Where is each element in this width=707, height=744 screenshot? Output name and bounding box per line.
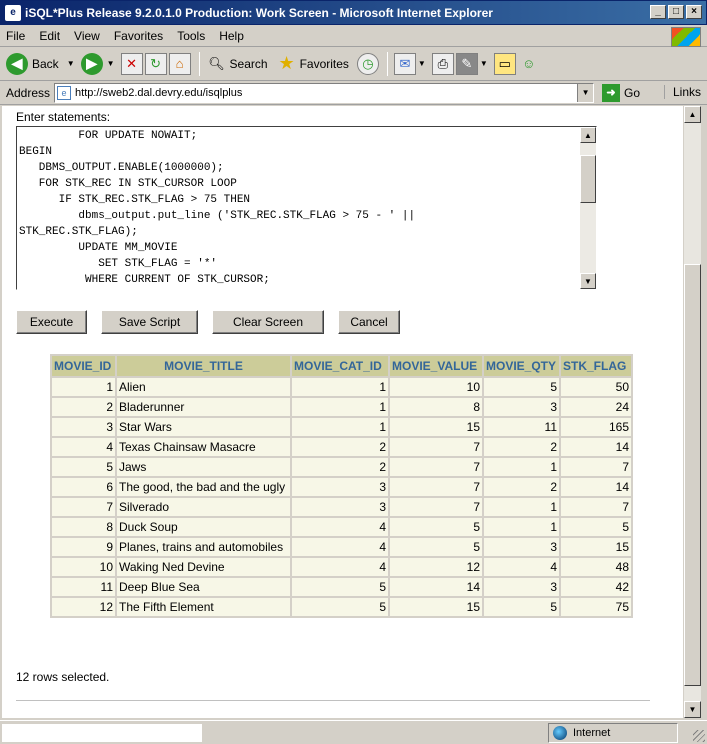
search-label: Search [229, 56, 268, 71]
table-cell-stk-flag: 7 [561, 498, 631, 516]
menu-view[interactable]: View [74, 28, 100, 43]
results-table [50, 354, 633, 618]
cancel-button[interactable]: Cancel [338, 310, 400, 334]
table-cell-movie-value: 5 [390, 538, 482, 556]
table-cell-stk-flag: 50 [561, 378, 631, 396]
table-cell-movie-cat-id: 4 [292, 558, 388, 576]
action-buttons [16, 310, 414, 334]
address-input[interactable] [54, 83, 594, 103]
table-cell-movie-qty: 11 [484, 418, 559, 436]
table-row [52, 498, 631, 516]
table-cell-movie-id: 12 [52, 598, 115, 616]
address-dropdown-icon[interactable]: ▼ [577, 84, 593, 102]
enter-statements-label: Enter statements: [16, 110, 111, 124]
table-cell-movie-id: 9 [52, 538, 115, 556]
divider [16, 700, 650, 701]
table-cell-movie-title: Duck Soup [117, 518, 290, 536]
mail-dropdown-icon[interactable]: ▼ [417, 59, 426, 68]
back-label: Back [32, 56, 59, 71]
table-cell-movie-cat-id: 1 [292, 378, 388, 396]
discuss-icon[interactable]: ▭ [494, 53, 516, 75]
table-row [52, 458, 631, 476]
table-cell-movie-qty: 1 [484, 458, 559, 476]
print-icon[interactable]: ⎙ [432, 53, 454, 75]
table-row [52, 378, 631, 396]
search-icon: 🔍︎ [208, 55, 225, 71]
rows-selected-message: 12 rows selected. [16, 670, 110, 684]
table-cell-movie-id: 2 [52, 398, 115, 416]
window-controls [650, 5, 702, 19]
menu-help[interactable]: Help [219, 28, 244, 43]
table-cell-movie-cat-id: 3 [292, 498, 388, 516]
close-button[interactable]: × [686, 5, 702, 19]
table-cell-movie-title: Deep Blue Sea [117, 578, 290, 596]
statements-textarea[interactable] [16, 126, 597, 290]
stop-icon[interactable]: ✕ [121, 53, 143, 75]
table-cell-movie-cat-id: 2 [292, 458, 388, 476]
title-bar [0, 0, 707, 25]
home-icon[interactable]: ⌂ [169, 53, 191, 75]
menu-edit[interactable]: Edit [39, 28, 61, 43]
table-cell-movie-cat-id: 5 [292, 578, 388, 596]
table-cell-movie-title: Texas Chainsaw Masacre [117, 438, 290, 456]
table-cell-movie-qty: 5 [484, 598, 559, 616]
table-cell-movie-qty: 1 [484, 498, 559, 516]
table-row [52, 598, 631, 616]
table-cell-stk-flag: 14 [561, 438, 631, 456]
window-title: iSQL*Plus Release 9.2.0.1.0 Production: Work Screen - Microsoft Internet Explorer [25, 5, 493, 20]
page-content [2, 106, 683, 718]
table-cell-movie-value: 5 [390, 518, 482, 536]
resize-grip-icon[interactable] [693, 730, 705, 742]
refresh-icon[interactable]: ↻ [145, 53, 167, 75]
favorites-label: Favorites [299, 56, 349, 71]
mail-icon[interactable]: ✉ [394, 53, 416, 75]
zone-label: Internet [573, 727, 611, 739]
ie-icon: e [5, 5, 21, 21]
table-cell-stk-flag: 15 [561, 538, 631, 556]
column-header: MOVIE_VALUE [390, 356, 482, 376]
table-cell-movie-value: 7 [390, 458, 482, 476]
table-cell-stk-flag: 7 [561, 458, 631, 476]
table-cell-movie-title: Waking Ned Devine [117, 558, 290, 576]
column-header: MOVIE_TITLE [117, 356, 290, 376]
table-cell-movie-cat-id: 2 [292, 438, 388, 456]
table-header-row [52, 356, 631, 376]
table-cell-movie-title: Bladerunner [117, 398, 290, 416]
table-cell-movie-cat-id: 1 [292, 418, 388, 436]
forward-dropdown-icon[interactable]: ▼ [106, 59, 115, 68]
table-cell-movie-cat-id: 4 [292, 518, 388, 536]
menu-bar [0, 25, 707, 47]
menu-file[interactable]: File [6, 28, 26, 43]
edit-dropdown-icon[interactable]: ▼ [479, 59, 488, 68]
page-scroll-thumb[interactable] [684, 264, 701, 686]
table-cell-movie-value: 7 [390, 438, 482, 456]
table-cell-movie-id: 6 [52, 478, 115, 496]
table-cell-movie-qty: 5 [484, 378, 559, 396]
editor-scrollbar[interactable] [580, 127, 596, 289]
table-cell-movie-title: Silverado [117, 498, 290, 516]
status-bar [0, 720, 707, 744]
toolbar [0, 47, 707, 81]
table-cell-movie-title: Planes, trains and automobiles [117, 538, 290, 556]
table-row [52, 518, 631, 536]
table-cell-stk-flag: 48 [561, 558, 631, 576]
links-button[interactable]: Links [664, 85, 701, 99]
page-icon: e [57, 86, 71, 100]
table-cell-stk-flag: 42 [561, 578, 631, 596]
table-cell-movie-value: 14 [390, 578, 482, 596]
back-button[interactable] [6, 53, 59, 75]
table-cell-movie-value: 8 [390, 398, 482, 416]
favorites-button[interactable] [276, 53, 349, 75]
go-arrow-icon: ➜ [602, 84, 620, 102]
history-icon[interactable]: ◷ [357, 53, 379, 75]
table-row [52, 578, 631, 596]
table-cell-stk-flag: 165 [561, 418, 631, 436]
scroll-down-icon[interactable]: ▼ [684, 701, 701, 718]
table-cell-movie-value: 7 [390, 498, 482, 516]
edit-icon[interactable]: ✎ [456, 53, 478, 75]
table-row [52, 418, 631, 436]
table-row [52, 398, 631, 416]
table-cell-movie-id: 7 [52, 498, 115, 516]
execute-button[interactable]: Execute [16, 310, 87, 334]
column-header: MOVIE_ID [52, 356, 115, 376]
table-cell-movie-qty: 3 [484, 538, 559, 556]
messenger-icon[interactable]: ☺ [522, 56, 536, 71]
editor-scroll-thumb[interactable] [580, 155, 596, 203]
address-bar [0, 81, 707, 105]
table-cell-stk-flag: 14 [561, 478, 631, 496]
address-url: http://sweb2.dal.devry.edu/isqlplus [75, 86, 243, 99]
menu-tools[interactable]: Tools [177, 28, 206, 43]
table-cell-movie-id: 3 [52, 418, 115, 436]
table-cell-movie-cat-id: 1 [292, 398, 388, 416]
table-cell-movie-value: 10 [390, 378, 482, 396]
table-cell-stk-flag: 75 [561, 598, 631, 616]
table-cell-movie-cat-id: 3 [292, 478, 388, 496]
table-cell-movie-qty: 3 [484, 398, 559, 416]
table-cell-movie-id: 4 [52, 438, 115, 456]
table-cell-movie-qty: 2 [484, 438, 559, 456]
windows-logo-icon [671, 27, 701, 47]
security-zone [548, 723, 678, 743]
toolbar-separator [387, 52, 388, 76]
back-dropdown-icon[interactable]: ▼ [66, 59, 75, 68]
table-cell-movie-cat-id: 5 [292, 598, 388, 616]
clear-screen-button[interactable]: Clear Screen [212, 310, 324, 334]
minimize-button[interactable]: _ [650, 5, 666, 19]
scroll-down-icon[interactable]: ▼ [580, 273, 596, 289]
table-cell-movie-cat-id: 4 [292, 538, 388, 556]
table-cell-movie-qty: 1 [484, 518, 559, 536]
save-script-button[interactable]: Save Script [101, 310, 198, 334]
forward-arrow-icon[interactable]: ▶ [81, 53, 103, 75]
go-button[interactable] [602, 84, 640, 102]
table-cell-movie-title: Alien [117, 378, 290, 396]
scroll-up-icon[interactable]: ▲ [580, 127, 596, 143]
table-cell-movie-id: 11 [52, 578, 115, 596]
scroll-up-icon[interactable]: ▲ [684, 106, 701, 123]
table-cell-movie-id: 1 [52, 378, 115, 396]
column-header: STK_FLAG [561, 356, 631, 376]
table-cell-movie-value: 15 [390, 418, 482, 436]
column-header: MOVIE_QTY [484, 356, 559, 376]
table-cell-movie-title: The Fifth Element [117, 598, 290, 616]
table-cell-movie-title: The good, the bad and the ugly [117, 478, 290, 496]
table-cell-movie-id: 5 [52, 458, 115, 476]
table-cell-movie-qty: 2 [484, 478, 559, 496]
table-cell-movie-qty: 4 [484, 558, 559, 576]
table-row [52, 478, 631, 496]
search-button[interactable] [206, 53, 268, 75]
address-label: Address [6, 85, 51, 100]
go-label: Go [624, 85, 641, 100]
star-icon: ★ [278, 53, 295, 73]
menu-favorites[interactable]: Favorites [113, 28, 164, 43]
table-cell-stk-flag: 24 [561, 398, 631, 416]
table-row [52, 438, 631, 456]
column-header: MOVIE_CAT_ID [292, 356, 388, 376]
table-cell-movie-value: 12 [390, 558, 482, 576]
back-arrow-icon: ◀ [6, 53, 28, 75]
table-cell-movie-qty: 3 [484, 578, 559, 596]
page-scrollbar[interactable] [684, 106, 701, 718]
globe-icon [553, 726, 567, 740]
table-cell-movie-value: 7 [390, 478, 482, 496]
status-text-area [2, 724, 202, 742]
table-cell-stk-flag: 5 [561, 518, 631, 536]
table-row [52, 538, 631, 556]
table-cell-movie-id: 8 [52, 518, 115, 536]
table-cell-movie-value: 15 [390, 598, 482, 616]
table-cell-movie-title: Jaws [117, 458, 290, 476]
statements-text[interactable]: FOR UPDATE NOWAIT; BEGIN DBMS_OUTPUT.ENABLE(1000000); FOR STK_REC IN STK_CURSOR LOOP IF STK_REC.STK_FLAG > 75 THEN dbms_output.put_line ('STK_REC.STK_FLAG > 75 - ' || STK_REC.STK_FLAG); UPDATE MM_MOVIE SET STK_FLAG = '*' WHERE CURRENT OF STK_CURSOR; [19, 130, 416, 286]
toolbar-separator [199, 52, 200, 76]
table-row [52, 558, 631, 576]
table-cell-movie-title: Star Wars [117, 418, 290, 436]
maximize-button[interactable]: □ [668, 5, 684, 19]
table-cell-movie-id: 10 [52, 558, 115, 576]
